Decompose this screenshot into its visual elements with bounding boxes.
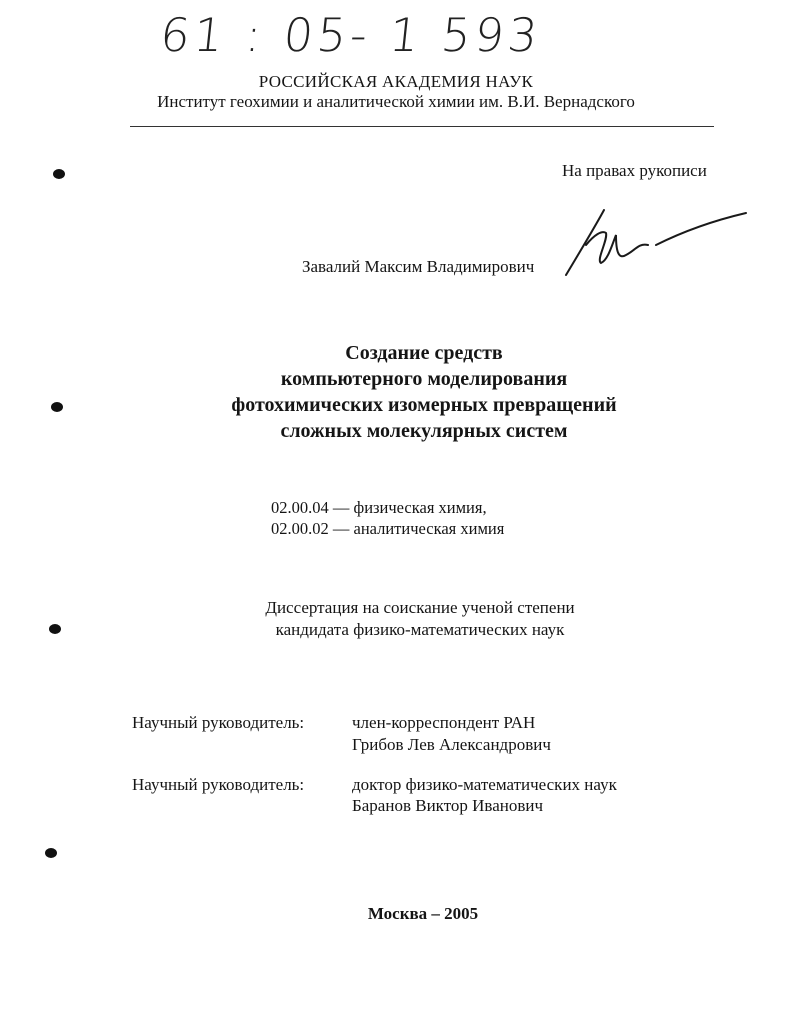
advisor-2-rank: доктор физико-математических наук (352, 775, 617, 794)
title-line-3: фотохимических изомерных превращений (231, 394, 617, 416)
advisor-2-label: Научный руководитель: (132, 775, 305, 794)
rights-note: На правах рукописи (562, 161, 707, 180)
advisor-2-name: Баранов Виктор Иванович (352, 796, 544, 815)
title-line-1: Создание средств (345, 342, 503, 364)
author-name: Завалий Максим Владимирович (302, 257, 535, 276)
advisor-1-label: Научный руководитель: (132, 713, 305, 732)
organization-name: РОССИЙСКАЯ АКАДЕМИЯ НАУК (258, 72, 534, 91)
advisor-1-name: Грибов Лев Александрович (352, 735, 551, 754)
title-line-4: сложных молекулярных систем (280, 420, 568, 442)
specialty-code-2: 02.00.02 — аналитическая химия (271, 519, 505, 538)
specialty-code-1: 02.00.04 — физическая химия, (271, 498, 487, 517)
dissertation-line-2: кандидата физико-математических наук (275, 620, 565, 639)
dissertation-line-1: Диссертация на соискание ученой степени (265, 598, 575, 617)
binder-hole-icon (48, 623, 62, 635)
title-line-2: компьютерного моделирования (280, 368, 568, 390)
institute-name: Институт геохимии и аналитической химии им. В.И. Вернадского (157, 92, 635, 111)
advisor-1-rank: член-корреспондент РАН (352, 713, 536, 732)
binder-hole-icon (44, 847, 58, 859)
signature-icon (556, 205, 756, 285)
handwritten-archive-code: 61 : 05- 1 593 (157, 8, 545, 62)
city-year: Москва – 2005 (367, 904, 479, 923)
binder-hole-icon (50, 401, 64, 413)
header-divider (130, 126, 714, 127)
binder-hole-icon (52, 168, 66, 180)
